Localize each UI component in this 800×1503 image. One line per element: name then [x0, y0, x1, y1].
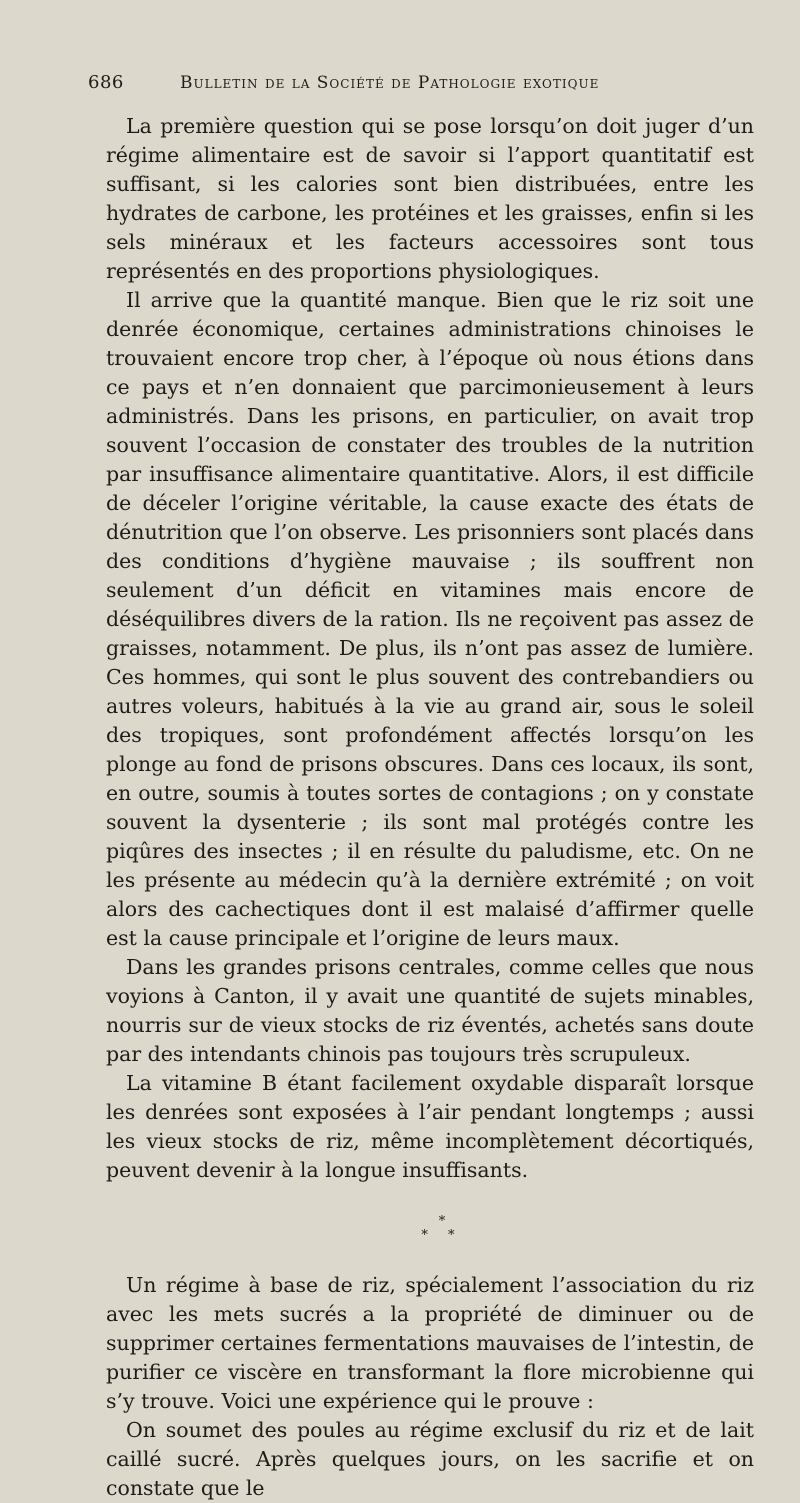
page-number: 686: [88, 72, 124, 93]
asterism-bottom: * *: [421, 1228, 463, 1243]
journal-title: Bulletin de la Société de Pathologie exotique: [180, 73, 600, 93]
paragraph-vitamin-b: La vitamine B étant facilement oxydable disparaît lorsque les denrées sont exposées à l’air pendant longtemps ; aussi les vieux stocks de riz, même incomplètement décortiqués, peuvent devenir à la longue insuffisants.: [106, 1071, 754, 1182]
paragraph-quantity-lacking: Il arrive que la quantité manque. Bien que le riz soit une denrée économique, certaines administrations chinoises le trouvaient encore trop cher, à l’époque où nous étions dans ce pays et n’en donnaient que parcimonieusement à leurs administrés. Dans les prisons, en particulier, on avait trop souvent l’occasion de constater des troubles de la nutrition par insuffisance alimentaire quantitative. Alors, il est difficile de déceler l’origine véritable, la cause exacte des états de dénutrition que l’on observe. Les prisonniers sont placés dans des conditions d’hygiène mauvaise ; ils souffrent non seulement d’un déficit en vitamines mais encore de déséquilibres divers de la ration. Ils ne reçoivent pas assez de graisses, notamment. De plus, ils n’ont pas assez de lumière. Ces hommes, qui sont le plus souvent des contrebandiers ou autres voleurs, habitués à la vie au grand air, sous le soleil des tropiques, sont profondément affectés lorsqu’on les plonge au fond de prisons obscures. Dans ces locaux, ils sont, en outre, soumis à toutes sortes de contagions ; on y constate souvent la dysenterie ; ils sont mal protégés contre les piqûres des insectes ; il en résulte du paludisme, etc. On ne les présente au médecin qu’à la dernière extrémité ; on voit alors des cachectiques dont il est malaisé d’affirmer quelle est la cause principale et l’origine de leurs maux.: [106, 288, 754, 950]
paragraph-hen-experiment: On soumet des poules au régime exclusif du riz et de lait caillé sucré. Après quelques jours, on les sacrifie et on constate que le: [106, 1418, 754, 1500]
running-head: [88, 72, 748, 93]
paragraph-calorie-question: La première question qui se pose lorsqu’on doit juger d’un régime alimentaire est de savoir si l’apport quantitatif est suffisant, si les calories sont bien distribuées, entre les hydrates de carbone, les protéines et les graisses, enfin si les sels minéraux et les facteurs accessoires sont tous représentés en des proportions physiologiques.: [106, 114, 754, 283]
paragraph-canton-prisons: Dans les grandes prisons centrales, comme celles que nous voyions à Canton, il y avait une quantité de sujets minables, nourris sur de vieux stocks de riz éventés, achetés sans doute par des intendants chinois pas toujours très scrupuleux.: [106, 955, 754, 1066]
body-text: [106, 112, 754, 1503]
asterism-top: *: [438, 1214, 446, 1229]
paragraph-rice-diet: Un régime à base de riz, spécialement l’association du riz avec les mets sucrés a la propriété de diminuer ou de supprimer certaines fermentations mauvaises de l’intestin, de purifier ce viscère en transformant la flore microbienne qui s’y trouve. Voici une expérience qui le prouve :: [106, 1273, 754, 1413]
section-break-asterism: [106, 1215, 754, 1243]
